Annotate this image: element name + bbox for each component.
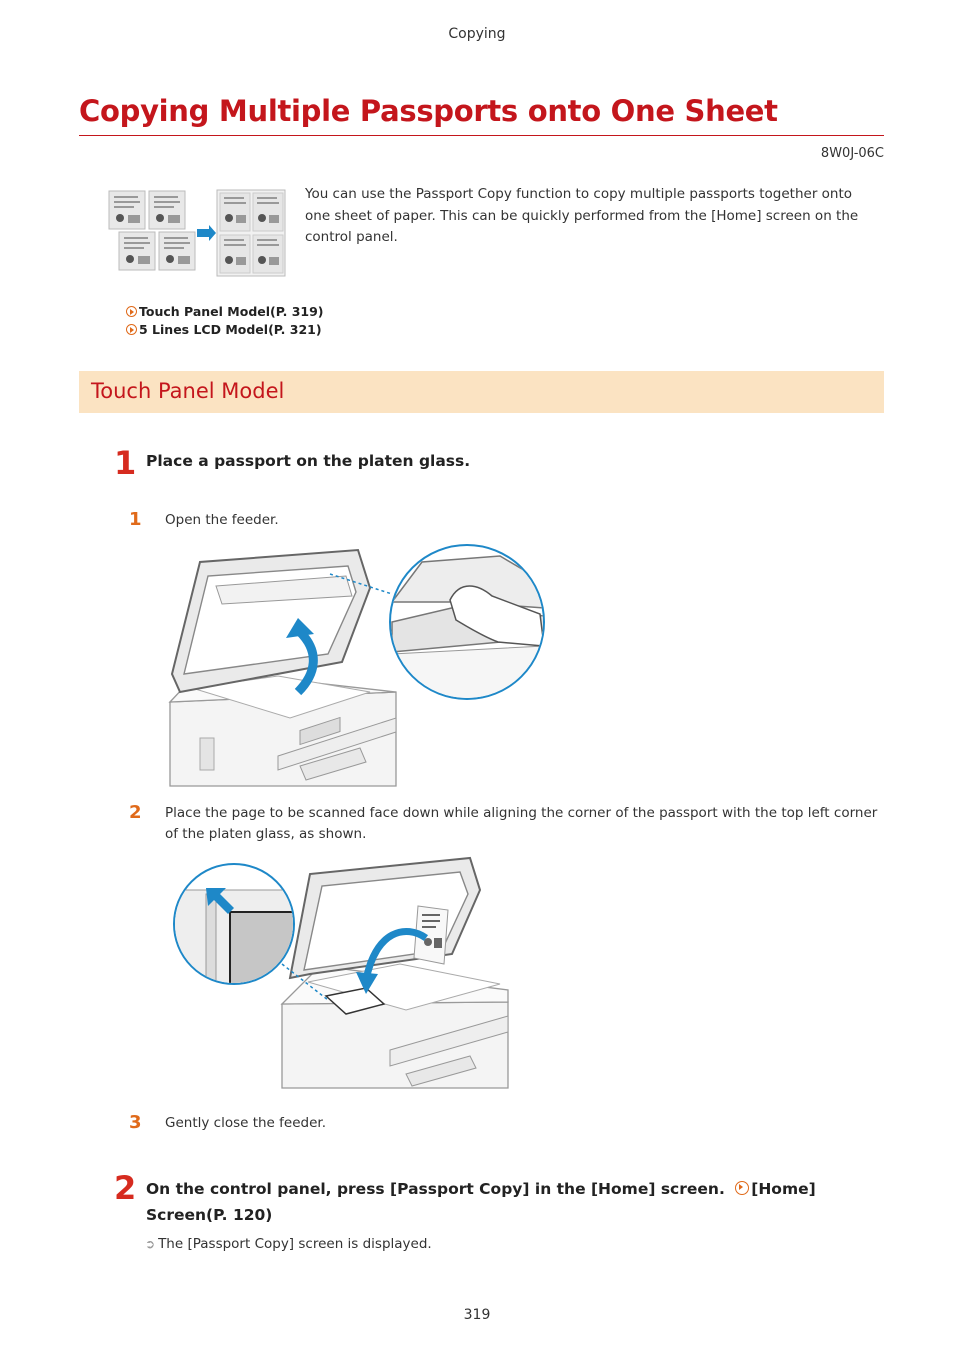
step-text: Place a passport on the platen glass. bbox=[146, 452, 471, 470]
substep-number: 2 bbox=[129, 802, 142, 823]
section-title: Touch Panel Model bbox=[91, 379, 285, 403]
source-passports bbox=[109, 191, 195, 270]
result-sheet bbox=[217, 190, 285, 276]
passport-copy-illustration bbox=[106, 188, 288, 278]
link-label: 5 Lines LCD Model(P. 321) bbox=[139, 322, 322, 337]
link-arrow-icon bbox=[126, 324, 137, 335]
substep-text: Open the feeder. bbox=[165, 512, 279, 528]
substep-text: Place the page to be scanned face down while aligning the corner of the passport with the top left corner of the platen glass, as shown. bbox=[165, 805, 878, 842]
step-number: 2 bbox=[114, 1169, 137, 1207]
link-5-lines-lcd-model[interactable] bbox=[126, 322, 322, 337]
link-touch-panel-model[interactable] bbox=[126, 304, 324, 319]
step-text: On the control panel, press [Passport Copy] in the [Home] screen. bbox=[146, 1180, 725, 1198]
title-divider bbox=[79, 135, 884, 136]
result-text: The [Passport Copy] screen is displayed. bbox=[158, 1236, 432, 1252]
step-number: 1 bbox=[114, 444, 137, 482]
page-title: Copying Multiple Passports onto One Sheet bbox=[79, 94, 778, 128]
result-arrow-icon: ➲ bbox=[145, 1237, 156, 1251]
link-arrow-icon bbox=[735, 1181, 749, 1195]
substep-number: 3 bbox=[129, 1112, 142, 1133]
running-head: Copying bbox=[448, 26, 506, 42]
link-label: Touch Panel Model(P. 319) bbox=[139, 304, 324, 319]
page-number: 319 bbox=[463, 1307, 491, 1323]
arrow-right-icon bbox=[197, 225, 216, 241]
step-result bbox=[145, 1236, 432, 1252]
open-feeder-illustration bbox=[160, 542, 550, 787]
step-text-block bbox=[146, 1176, 846, 1228]
home-screen-link[interactable]: [Home] Screen(P. 120) bbox=[146, 1180, 816, 1224]
place-passport-illustration bbox=[170, 854, 515, 1089]
document-id: 8W0J-06C bbox=[820, 146, 884, 161]
substep-number: 1 bbox=[129, 509, 142, 530]
intro-paragraph: You can use the Passport Copy function to copy multiple passports together onto one sheet of paper. This can be quickly performed from the [Home] screen on the control panel. bbox=[305, 186, 859, 245]
substep-text: Gently close the feeder. bbox=[165, 1115, 326, 1131]
link-arrow-icon bbox=[126, 306, 137, 317]
